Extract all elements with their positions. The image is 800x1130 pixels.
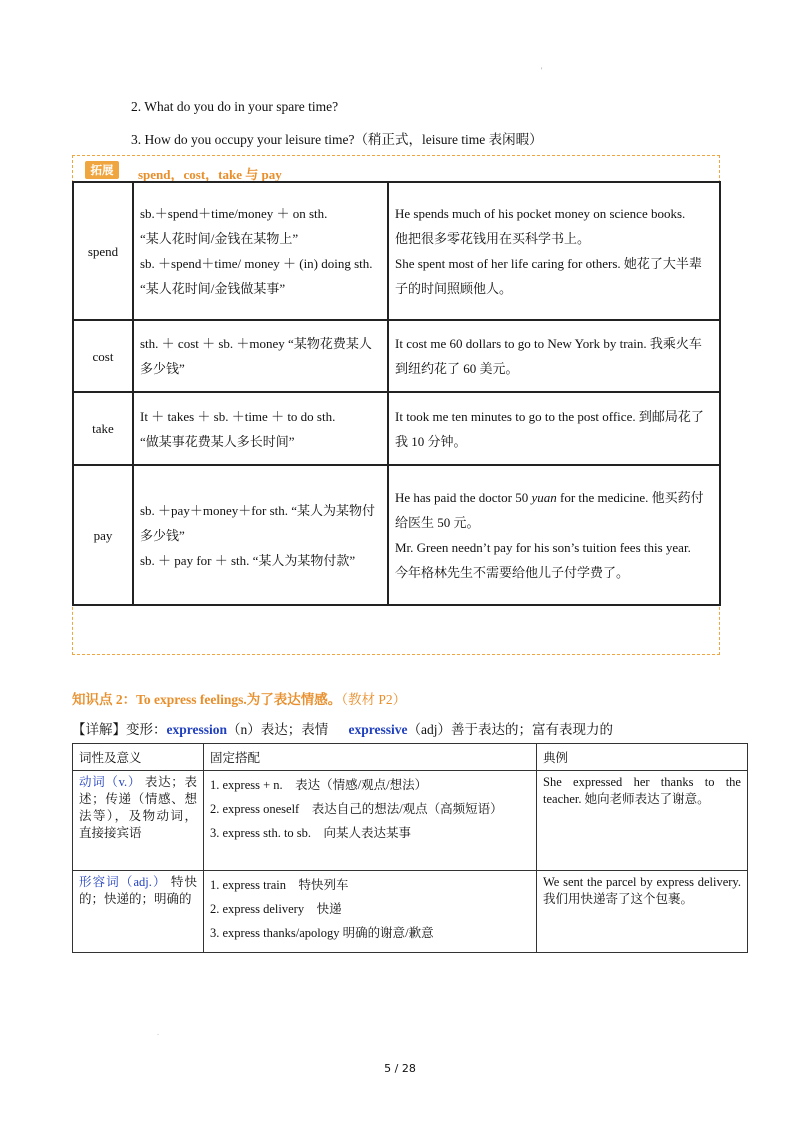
collocation-cell: 1. express + n. 表达（情感/观点/想法） 2. express oneself 表达自己的想法/观点（高频短语） 3. express sth. to sb. 向某人表达某事 (204, 771, 537, 871)
example-cell: He spends much of his pocket money on science books. 他把很多零花钱用在买科学书上。 She spent most of her life caring for others. 她花了大半辈子的时间照顾他人。 (388, 182, 720, 320)
scan-mark-bottom: . (157, 1028, 159, 1037)
usage-cell: sb. ＋pay＋money＋for sth. “某人为某物付多少钱” sb. ＋ pay for ＋ sth. “某人为某物付款” (133, 465, 388, 605)
table-row (73, 320, 720, 392)
table-header-row (73, 744, 748, 771)
detail-line: 【详解】变形：expression（n）表达；表情 expressive（adj）善于表达的；富有表现力的 (72, 722, 614, 737)
pos-cell: 形容词（adj.） 特快的；快递的；明确的 (73, 871, 204, 953)
table-row (73, 392, 720, 465)
spend-cost-take-pay-table (72, 181, 721, 606)
usage-cell: sth. ＋ cost ＋ sb. ＋money “某物花费某人多少钱” (133, 320, 388, 392)
example-cell: It took me ten minutes to go to the post office. 到邮局花了我 10 分钟。 (388, 392, 720, 465)
usage-cell: It ＋ takes ＋ sb. ＋time ＋ to do sth. “做某事花费某人多长时间” (133, 392, 388, 465)
table-row (73, 771, 748, 871)
example-cell: It cost me 60 dollars to go to New York by train. 我乘火车到纽约花了 60 美元。 (388, 320, 720, 392)
usage-cell: sb.＋spend＋time/money ＋ on sth. “某人花时间/金钱在某物上” sb. ＋spend＋time/ money ＋ (in) doing sth. “某人花时间/金钱做某事” (133, 182, 388, 320)
word-cell: take (73, 392, 133, 465)
question-2: 2. What do you do in your spare time? (131, 99, 339, 114)
word-cell: pay (73, 465, 133, 605)
express-table (72, 743, 748, 953)
example-cell: He has paid the doctor 50 yuan for the medicine. 他买药付给医生 50 元。 Mr. Green needn’t pay for his son’s tuition fees this year. 今年格林先生不需要给他儿子付学费了。 (388, 465, 720, 605)
header-example: 典例 (537, 744, 748, 771)
scan-mark-top: ' (541, 66, 543, 75)
table-row (73, 182, 720, 320)
collocation-cell: 1. express train 特快列车 2. express delivery 快递 3. express thanks/apology 明确的谢意/歉意 (204, 871, 537, 953)
header-collocation: 固定搭配 (204, 744, 537, 771)
knowledge-point-heading: 知识点 2：To express feelings.为了表达情感。（教材 P2） (72, 692, 407, 707)
extension-title: spend，cost，take 与 pay (138, 167, 282, 182)
table-row (73, 465, 720, 605)
table-row (73, 871, 748, 953)
pos-cell: 动词（v.） 表达；表述；传递（情感、想法等），及物动词，直接接宾语 (73, 771, 204, 871)
example-cell: She expressed her thanks to the teacher. 她向老师表达了谢意。 (537, 771, 748, 871)
page-number: 5 / 28 (384, 1062, 416, 1075)
question-3: 3. How do you occupy your leisure time?（稍正式，leisure time 表闲暇） (131, 132, 543, 147)
example-cell: We sent the parcel by express delivery. 我们用快递寄了这个包裹。 (537, 871, 748, 953)
word-cell: spend (73, 182, 133, 320)
header-pos: 词性及意义 (73, 744, 204, 771)
word-cell: cost (73, 320, 133, 392)
extension-tag: 拓展 (85, 161, 119, 179)
